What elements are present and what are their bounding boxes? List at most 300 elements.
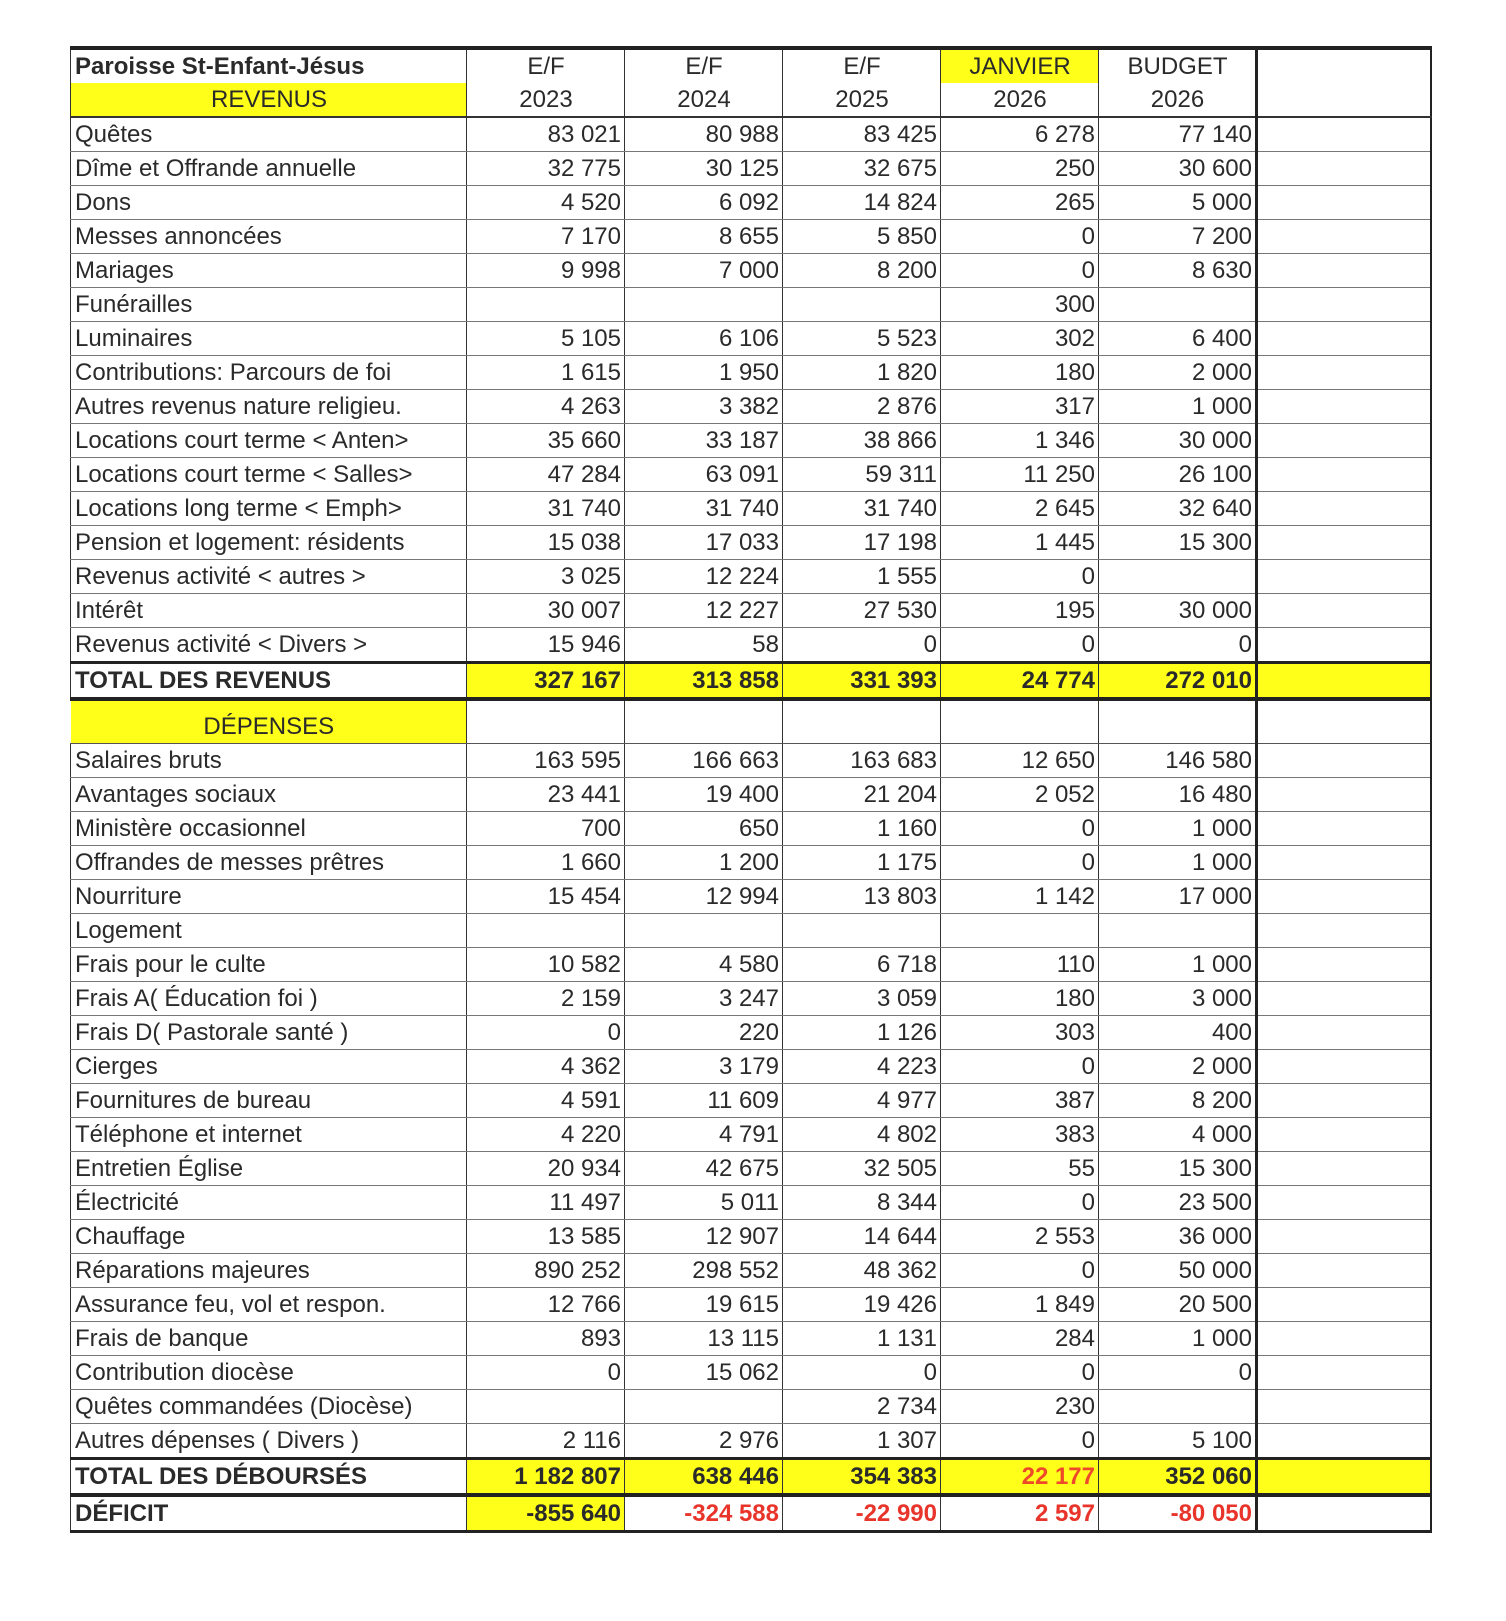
row-label: Dons — [71, 186, 467, 220]
empty-cell — [1257, 1152, 1431, 1186]
row-value: 303 — [941, 1016, 1099, 1050]
row-label: Revenus activité < autres > — [71, 560, 467, 594]
row-label: Intérêt — [71, 594, 467, 628]
row-value: 30 125 — [625, 152, 783, 186]
row-value: 7 170 — [467, 220, 625, 254]
row-value: 3 000 — [1099, 982, 1257, 1016]
row-label: Entretien Église — [71, 1152, 467, 1186]
row-value: 4 791 — [625, 1118, 783, 1152]
revenus-row — [71, 458, 1431, 492]
row-label: Électricité — [71, 1186, 467, 1220]
empty-cell — [1257, 288, 1431, 322]
row-value: 3 382 — [625, 390, 783, 424]
row-value: 4 362 — [467, 1050, 625, 1084]
row-value: 23 441 — [467, 778, 625, 812]
empty-cell — [1257, 914, 1431, 948]
depenses-row — [71, 880, 1431, 914]
col-header-budget-line1: BUDGET — [1099, 48, 1257, 83]
row-value: 300 — [941, 288, 1099, 322]
row-value: 58 — [625, 628, 783, 663]
row-value: 11 497 — [467, 1186, 625, 1220]
row-value: 0 — [941, 1050, 1099, 1084]
row-value: 1 307 — [783, 1424, 941, 1459]
depenses-row — [71, 1084, 1431, 1118]
empty-cell — [1257, 186, 1431, 220]
row-label: Chauffage — [71, 1220, 467, 1254]
revenus-row — [71, 322, 1431, 356]
depenses-row — [71, 1254, 1431, 1288]
empty-cell — [1257, 1084, 1431, 1118]
row-value: 15 038 — [467, 526, 625, 560]
row-value — [467, 288, 625, 322]
row-label: Frais pour le culte — [71, 948, 467, 982]
row-value: 2 976 — [625, 1424, 783, 1459]
row-label: Quêtes commandées (Diocèse) — [71, 1390, 467, 1424]
depenses-row — [71, 1186, 1431, 1220]
row-label: Contributions: Parcours de foi — [71, 356, 467, 390]
row-value: 32 640 — [1099, 492, 1257, 526]
row-value — [625, 288, 783, 322]
row-value: 15 300 — [1099, 1152, 1257, 1186]
row-value: 166 663 — [625, 744, 783, 778]
row-value: 1 445 — [941, 526, 1099, 560]
empty-cell — [1257, 744, 1431, 778]
row-value: 7 200 — [1099, 220, 1257, 254]
empty-cell — [1257, 982, 1431, 1016]
empty-cell — [1257, 254, 1431, 288]
col-header-janvier-line2: 2026 — [941, 83, 1099, 117]
row-label: Nourriture — [71, 880, 467, 914]
row-value: 1 000 — [1099, 846, 1257, 880]
revenus-body — [71, 117, 1431, 663]
revenus-row — [71, 288, 1431, 322]
col-header-2024-line2: 2024 — [625, 83, 783, 117]
total-debourses-janvier: 22 177 — [941, 1459, 1099, 1496]
row-value: 4 977 — [783, 1084, 941, 1118]
row-value: 4 263 — [467, 390, 625, 424]
row-value: 6 718 — [783, 948, 941, 982]
row-value: 48 362 — [783, 1254, 941, 1288]
total-revenus-row — [71, 663, 1431, 700]
deficit-budget: -80 050 — [1099, 1495, 1257, 1532]
row-value: 23 500 — [1099, 1186, 1257, 1220]
row-value: 30 600 — [1099, 152, 1257, 186]
row-value: 163 595 — [467, 744, 625, 778]
depenses-row — [71, 914, 1431, 948]
row-label: Locations long terme < Emph> — [71, 492, 467, 526]
depenses-row — [71, 982, 1431, 1016]
row-value: 6 278 — [941, 117, 1099, 152]
empty-cell — [1257, 1186, 1431, 1220]
row-value — [783, 288, 941, 322]
row-value: 30 000 — [1099, 594, 1257, 628]
empty-cell — [1257, 526, 1431, 560]
total-revenus-2023: 327 167 — [467, 663, 625, 700]
row-value — [625, 914, 783, 948]
row-value: 14 824 — [783, 186, 941, 220]
row-label: Luminaires — [71, 322, 467, 356]
row-value: 7 000 — [625, 254, 783, 288]
empty-cell — [783, 699, 941, 744]
row-value: 1 000 — [1099, 1322, 1257, 1356]
row-value: 0 — [467, 1016, 625, 1050]
row-value: 1 160 — [783, 812, 941, 846]
depenses-header-row — [71, 699, 1431, 744]
row-value: 30 007 — [467, 594, 625, 628]
row-value: 31 740 — [625, 492, 783, 526]
row-label: Contribution diocèse — [71, 1356, 467, 1390]
empty-cell — [1257, 663, 1431, 700]
row-value: 1 126 — [783, 1016, 941, 1050]
row-value: 163 683 — [783, 744, 941, 778]
row-value: 38 866 — [783, 424, 941, 458]
row-value: 302 — [941, 322, 1099, 356]
row-value: 16 480 — [1099, 778, 1257, 812]
depenses-row — [71, 1118, 1431, 1152]
row-value: 9 998 — [467, 254, 625, 288]
depenses-row — [71, 1016, 1431, 1050]
row-value: 77 140 — [1099, 117, 1257, 152]
row-value: 1 555 — [783, 560, 941, 594]
row-value: 11 250 — [941, 458, 1099, 492]
row-value: 42 675 — [625, 1152, 783, 1186]
row-value: 180 — [941, 982, 1099, 1016]
row-label: Frais A( Éducation foi ) — [71, 982, 467, 1016]
row-value: 4 220 — [467, 1118, 625, 1152]
empty-cell — [1257, 1288, 1431, 1322]
row-value: 32 675 — [783, 152, 941, 186]
depenses-body — [71, 744, 1431, 1459]
row-value: 1 346 — [941, 424, 1099, 458]
row-value: 0 — [941, 1254, 1099, 1288]
revenus-row — [71, 390, 1431, 424]
row-value: 12 994 — [625, 880, 783, 914]
row-label: Logement — [71, 914, 467, 948]
depenses-section-label: DÉPENSES — [71, 699, 467, 744]
row-value: 0 — [941, 220, 1099, 254]
row-value: 3 247 — [625, 982, 783, 1016]
row-value: 14 644 — [783, 1220, 941, 1254]
row-value: 12 907 — [625, 1220, 783, 1254]
row-value — [625, 1390, 783, 1424]
row-value: 265 — [941, 186, 1099, 220]
row-label: Dîme et Offrande annuelle — [71, 152, 467, 186]
row-value: 15 062 — [625, 1356, 783, 1390]
row-value: 2 000 — [1099, 1050, 1257, 1084]
empty-cell — [1257, 628, 1431, 663]
row-value: 5 011 — [625, 1186, 783, 1220]
row-value: 0 — [941, 1356, 1099, 1390]
total-revenus-budget: 272 010 — [1099, 663, 1257, 700]
row-value: 1 200 — [625, 846, 783, 880]
row-value: 2 116 — [467, 1424, 625, 1459]
row-value: 12 766 — [467, 1288, 625, 1322]
total-debourses-label: TOTAL DES DÉBOURSÉS — [71, 1459, 467, 1496]
depenses-row — [71, 1220, 1431, 1254]
empty-cell — [1257, 1424, 1431, 1459]
row-value: 8 655 — [625, 220, 783, 254]
total-revenus-2025: 331 393 — [783, 663, 941, 700]
empty-cell — [1257, 424, 1431, 458]
row-value: 400 — [1099, 1016, 1257, 1050]
row-value: 21 204 — [783, 778, 941, 812]
row-label: Autres revenus nature religieu. — [71, 390, 467, 424]
deficit-2025: -22 990 — [783, 1495, 941, 1532]
empty-cell — [1099, 699, 1257, 744]
revenus-row — [71, 594, 1431, 628]
empty-cell — [941, 699, 1099, 744]
deficit-label: DÉFICIT — [71, 1495, 467, 1532]
row-label: Offrandes de messes prêtres — [71, 846, 467, 880]
row-value: 31 740 — [467, 492, 625, 526]
row-value: 383 — [941, 1118, 1099, 1152]
revenus-row — [71, 560, 1431, 594]
row-value: 2 645 — [941, 492, 1099, 526]
row-value: 0 — [941, 846, 1099, 880]
total-debourses-2023: 1 182 807 — [467, 1459, 625, 1496]
row-value: 8 200 — [783, 254, 941, 288]
row-value: 59 311 — [783, 458, 941, 492]
row-label: Messes annoncées — [71, 220, 467, 254]
row-label: Téléphone et internet — [71, 1118, 467, 1152]
row-value: 47 284 — [467, 458, 625, 492]
row-value: 32 775 — [467, 152, 625, 186]
row-value: 195 — [941, 594, 1099, 628]
row-value: 31 740 — [783, 492, 941, 526]
row-value: 0 — [1099, 1356, 1257, 1390]
row-label: Réparations majeures — [71, 1254, 467, 1288]
row-label: Fournitures de bureau — [71, 1084, 467, 1118]
revenus-row — [71, 254, 1431, 288]
depenses-row — [71, 1424, 1431, 1459]
total-revenus-2024: 313 858 — [625, 663, 783, 700]
empty-cell — [1257, 322, 1431, 356]
row-value: 6 400 — [1099, 322, 1257, 356]
empty-cell — [1257, 220, 1431, 254]
revenus-row — [71, 220, 1431, 254]
row-value: 1 849 — [941, 1288, 1099, 1322]
row-value: 1 950 — [625, 356, 783, 390]
row-value: 5 000 — [1099, 186, 1257, 220]
row-value: 3 025 — [467, 560, 625, 594]
row-value — [941, 914, 1099, 948]
row-value: 1 000 — [1099, 390, 1257, 424]
row-value: 30 000 — [1099, 424, 1257, 458]
row-value: 33 187 — [625, 424, 783, 458]
row-value: 6 106 — [625, 322, 783, 356]
row-value: 0 — [941, 812, 1099, 846]
row-label: Mariages — [71, 254, 467, 288]
depenses-row — [71, 1050, 1431, 1084]
empty-cell — [625, 699, 783, 744]
row-value: 0 — [941, 628, 1099, 663]
row-value: 110 — [941, 948, 1099, 982]
col-header-janvier-line1: JANVIER — [941, 48, 1099, 83]
empty-cell — [467, 699, 625, 744]
empty-cell — [1257, 812, 1431, 846]
row-value: 298 552 — [625, 1254, 783, 1288]
row-value: 0 — [941, 254, 1099, 288]
row-value: 2 734 — [783, 1390, 941, 1424]
row-value: 15 454 — [467, 880, 625, 914]
row-value: 317 — [941, 390, 1099, 424]
row-value: 1 131 — [783, 1322, 941, 1356]
row-value: 12 227 — [625, 594, 783, 628]
row-value: 83 425 — [783, 117, 941, 152]
row-value: 1 175 — [783, 846, 941, 880]
revenus-row — [71, 356, 1431, 390]
empty-cell — [1257, 1254, 1431, 1288]
total-debourses-budget: 352 060 — [1099, 1459, 1257, 1496]
row-value: 4 580 — [625, 948, 783, 982]
row-value: 11 609 — [625, 1084, 783, 1118]
budget-table — [70, 46, 1432, 1533]
row-value: 8 200 — [1099, 1084, 1257, 1118]
depenses-row — [71, 1288, 1431, 1322]
col-header-2023-line2: 2023 — [467, 83, 625, 117]
deficit-janvier: 2 597 — [941, 1495, 1099, 1532]
row-label: Cierges — [71, 1050, 467, 1084]
row-value: 1 142 — [941, 880, 1099, 914]
empty-cell — [1257, 48, 1431, 83]
row-value: 250 — [941, 152, 1099, 186]
total-debourses-2024: 638 446 — [625, 1459, 783, 1496]
parish-title: Paroisse St-Enfant-Jésus — [71, 48, 467, 83]
row-value: 19 615 — [625, 1288, 783, 1322]
row-value: 55 — [941, 1152, 1099, 1186]
row-value — [1099, 560, 1257, 594]
depenses-row — [71, 1152, 1431, 1186]
row-value: 13 115 — [625, 1322, 783, 1356]
empty-cell — [1257, 152, 1431, 186]
depenses-row — [71, 778, 1431, 812]
row-value: 4 802 — [783, 1118, 941, 1152]
empty-cell — [1257, 880, 1431, 914]
empty-cell — [1257, 1118, 1431, 1152]
empty-cell — [1257, 699, 1431, 744]
row-label: Funérailles — [71, 288, 467, 322]
row-value: 50 000 — [1099, 1254, 1257, 1288]
row-value: 0 — [1099, 628, 1257, 663]
row-value: 6 092 — [625, 186, 783, 220]
row-value — [467, 914, 625, 948]
row-value: 650 — [625, 812, 783, 846]
empty-cell — [1257, 948, 1431, 982]
depenses-row — [71, 846, 1431, 880]
row-value: 12 224 — [625, 560, 783, 594]
row-value: 0 — [941, 1424, 1099, 1459]
row-label: Assurance feu, vol et respon. — [71, 1288, 467, 1322]
row-value: 220 — [625, 1016, 783, 1050]
row-value: 5 100 — [1099, 1424, 1257, 1459]
row-value: 19 426 — [783, 1288, 941, 1322]
empty-cell — [1257, 492, 1431, 526]
depenses-row — [71, 812, 1431, 846]
empty-cell — [1257, 1459, 1431, 1496]
row-label: Frais D( Pastorale santé ) — [71, 1016, 467, 1050]
row-value: 3 179 — [625, 1050, 783, 1084]
row-value: 4 591 — [467, 1084, 625, 1118]
totals-footer — [71, 1459, 1431, 1532]
row-value: 284 — [941, 1322, 1099, 1356]
deficit-2023: -855 640 — [467, 1495, 625, 1532]
row-value: 1 000 — [1099, 948, 1257, 982]
row-value: 230 — [941, 1390, 1099, 1424]
depenses-row — [71, 1356, 1431, 1390]
row-value: 1 615 — [467, 356, 625, 390]
row-value: 17 198 — [783, 526, 941, 560]
row-value: 1 660 — [467, 846, 625, 880]
row-value: 80 988 — [625, 117, 783, 152]
row-value: 19 400 — [625, 778, 783, 812]
total-revenus-janvier: 24 774 — [941, 663, 1099, 700]
row-value: 12 650 — [941, 744, 1099, 778]
empty-cell — [1257, 846, 1431, 880]
row-value: 146 580 — [1099, 744, 1257, 778]
empty-cell — [1257, 1322, 1431, 1356]
row-label: Locations court terme < Salles> — [71, 458, 467, 492]
row-value: 27 530 — [783, 594, 941, 628]
row-value: 893 — [467, 1322, 625, 1356]
row-value — [1099, 914, 1257, 948]
col-header-2025-line1: E/F — [783, 48, 941, 83]
row-value: 3 059 — [783, 982, 941, 1016]
revenus-row — [71, 186, 1431, 220]
col-header-2023-line1: E/F — [467, 48, 625, 83]
header-row-1 — [71, 48, 1431, 83]
row-value: 20 500 — [1099, 1288, 1257, 1322]
empty-cell — [1257, 1220, 1431, 1254]
depenses-row — [71, 1390, 1431, 1424]
row-value: 387 — [941, 1084, 1099, 1118]
empty-cell — [1257, 778, 1431, 812]
row-value: 1 000 — [1099, 812, 1257, 846]
empty-cell — [1257, 1390, 1431, 1424]
revenus-row — [71, 628, 1431, 663]
depenses-row — [71, 1322, 1431, 1356]
empty-cell — [1257, 594, 1431, 628]
empty-cell — [1257, 458, 1431, 492]
row-value: 890 252 — [467, 1254, 625, 1288]
row-value: 8 344 — [783, 1186, 941, 1220]
financial-statement-sheet — [70, 46, 1430, 1533]
empty-cell — [1257, 1016, 1431, 1050]
row-value: 700 — [467, 812, 625, 846]
row-value: 15 946 — [467, 628, 625, 663]
deficit-row — [71, 1495, 1431, 1532]
row-label: Frais de banque — [71, 1322, 467, 1356]
row-value: 5 105 — [467, 322, 625, 356]
depenses-row — [71, 948, 1431, 982]
row-value — [1099, 288, 1257, 322]
row-value: 2 876 — [783, 390, 941, 424]
row-value: 5 523 — [783, 322, 941, 356]
row-value: 17 033 — [625, 526, 783, 560]
row-value: 17 000 — [1099, 880, 1257, 914]
total-debourses-2025: 354 383 — [783, 1459, 941, 1496]
deficit-2024: -324 588 — [625, 1495, 783, 1532]
row-value: 2 052 — [941, 778, 1099, 812]
empty-cell — [1257, 83, 1431, 117]
row-label: Ministère occasionnel — [71, 812, 467, 846]
row-value — [1099, 1390, 1257, 1424]
revenus-row — [71, 117, 1431, 152]
depenses-row — [71, 744, 1431, 778]
empty-cell — [1257, 356, 1431, 390]
row-value: 0 — [783, 1356, 941, 1390]
row-value: 4 520 — [467, 186, 625, 220]
row-value: 36 000 — [1099, 1220, 1257, 1254]
